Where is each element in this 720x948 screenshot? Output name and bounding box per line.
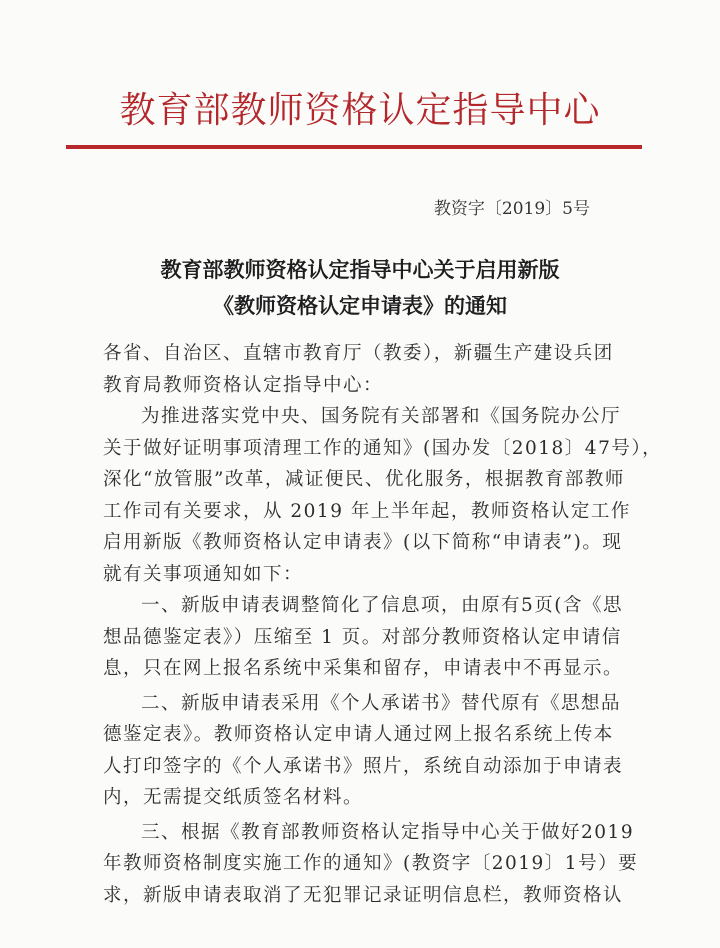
paragraph-intro <box>103 401 663 590</box>
paragraph-line: 求，新版申请表取消了无犯罪记录证明信息栏，教师资格认 <box>103 884 624 906</box>
paragraph-line: 启用新版《教师资格认定申请表》(以下简称“申请表”)。现 <box>103 532 623 553</box>
paragraph-line: 内，无需提交纸质签名材料。 <box>103 787 364 808</box>
paragraph-line: 三、根据《教育部教师资格认定指导中心关于做好2019 <box>141 821 635 843</box>
paragraph-item-2 <box>103 688 624 814</box>
title-line-1: 教育部教师资格认定指导中心关于启用新版 <box>160 257 560 282</box>
paragraph-item-3 <box>103 817 639 912</box>
paragraph-line: 工作司有关要求，从 2019 年上半年起，教师资格认定工作 <box>103 500 631 522</box>
addressee <box>103 338 614 401</box>
document-body <box>103 338 663 911</box>
title-line-2: 《教师资格认定申请表》的通知 <box>213 293 507 318</box>
paragraph-line: 人打印签字的《个人承诺书》照片，系统自动添加于申请表 <box>103 755 624 777</box>
document-title <box>0 252 720 324</box>
paragraph-line: 二、新版申请表采用《个人承诺书》替代原有《思想品 <box>141 692 622 714</box>
letterhead-red-rule <box>66 145 642 149</box>
paragraph-line: 就有关事项通知如下： <box>103 563 304 585</box>
paragraph-line: 年教师资格制度实施工作的通知》(教资字〔2019〕1号）要 <box>103 853 639 874</box>
paragraph-line: 关于做好证明事项清理工作的通知》(国办发〔2018〕47号）， <box>103 437 663 459</box>
paragraph-line: 深化“放管服”改革，减证便民、优化服务，根据教育部教师 <box>103 469 625 490</box>
document-number: 教资字〔2019〕5号 <box>433 199 590 219</box>
letterhead-org-name: 教育部教师资格认定指导中心 <box>119 90 601 131</box>
paragraph-line: 为推进落实党中央、国务院有关部署和《国务院办公厅 <box>141 406 622 427</box>
paragraph-line: 德鉴定表》。教师资格认定申请人通过网上报名系统上传本 <box>103 724 614 745</box>
addressee-line: 教育局教师资格认定指导中心： <box>103 374 384 396</box>
addressee-line: 各省、自治区、直辖市教育厅（教委），新疆生产建设兵团 <box>103 343 614 364</box>
paragraph-item-1 <box>103 590 624 685</box>
paragraph-line: 想品德鉴定表》）压缩至 1 页。对部分教师资格认定申请信 <box>103 626 622 648</box>
paragraph-line: 一、新版申请表调整简化了信息项，由原有5页(含《思 <box>141 595 623 616</box>
paragraph-line: 息，只在网上报名系统中采集和留存，申请表中不再显示。 <box>103 658 624 679</box>
